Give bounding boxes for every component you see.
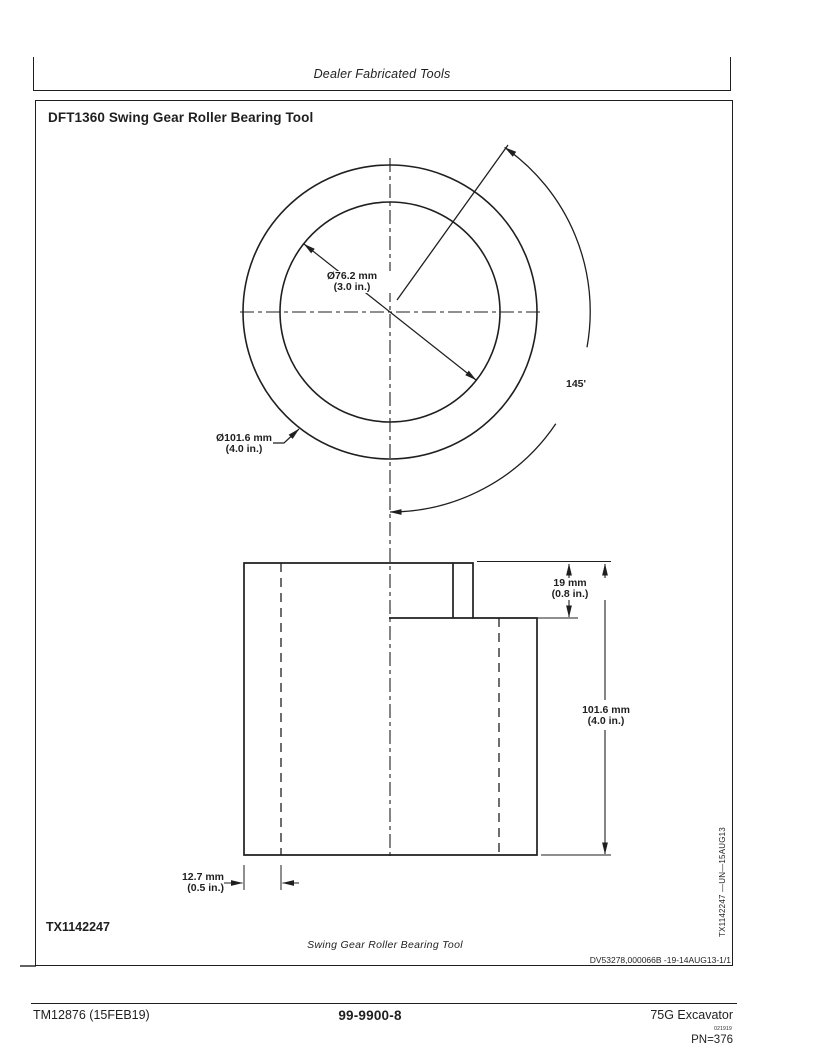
side-view — [224, 562, 611, 891]
angle-radial-line — [397, 145, 508, 300]
document-code: DV53278,000066B -19-14AUG13-1/1 — [589, 955, 731, 965]
figure-id: TX1142247 — [46, 920, 110, 934]
footer-manual-number: TM12876 (15FEB19) — [33, 1008, 150, 1022]
figure-side-credit: TX1142247 —UN—15AUG13 — [718, 827, 727, 937]
footer-model: 75G Excavator — [650, 1008, 733, 1022]
wall-dimension-label: 12.7 mm (0.5 in.) — [181, 871, 224, 894]
footer-rule — [31, 1003, 737, 1004]
angle-arc-lower — [390, 424, 556, 512]
footer-print-code: 021919 — [714, 1026, 732, 1032]
running-header-text: Dealer Fabricated Tools — [313, 66, 451, 81]
footer-pn: PN=376 — [691, 1034, 733, 1046]
inner-diameter-label: Ø76.2 mm (3.0 in.) — [306, 271, 398, 293]
footer-page-number: 99-9900-8 — [338, 1008, 402, 1023]
angle-label: 145' — [552, 379, 600, 390]
outer-diameter-label: Ø101.6 mm (4.0 in.) — [215, 432, 273, 455]
figure-caption: Swing Gear Roller Bearing Tool — [307, 939, 463, 951]
step-dimension-label: 19 mm (0.8 in.) — [529, 578, 611, 600]
height-dimension-label: 101.6 mm (4.0 in.) — [560, 705, 652, 727]
section-title: DFT1360 Swing Gear Roller Bearing Tool — [48, 110, 314, 125]
angle-arc-upper — [505, 147, 591, 347]
